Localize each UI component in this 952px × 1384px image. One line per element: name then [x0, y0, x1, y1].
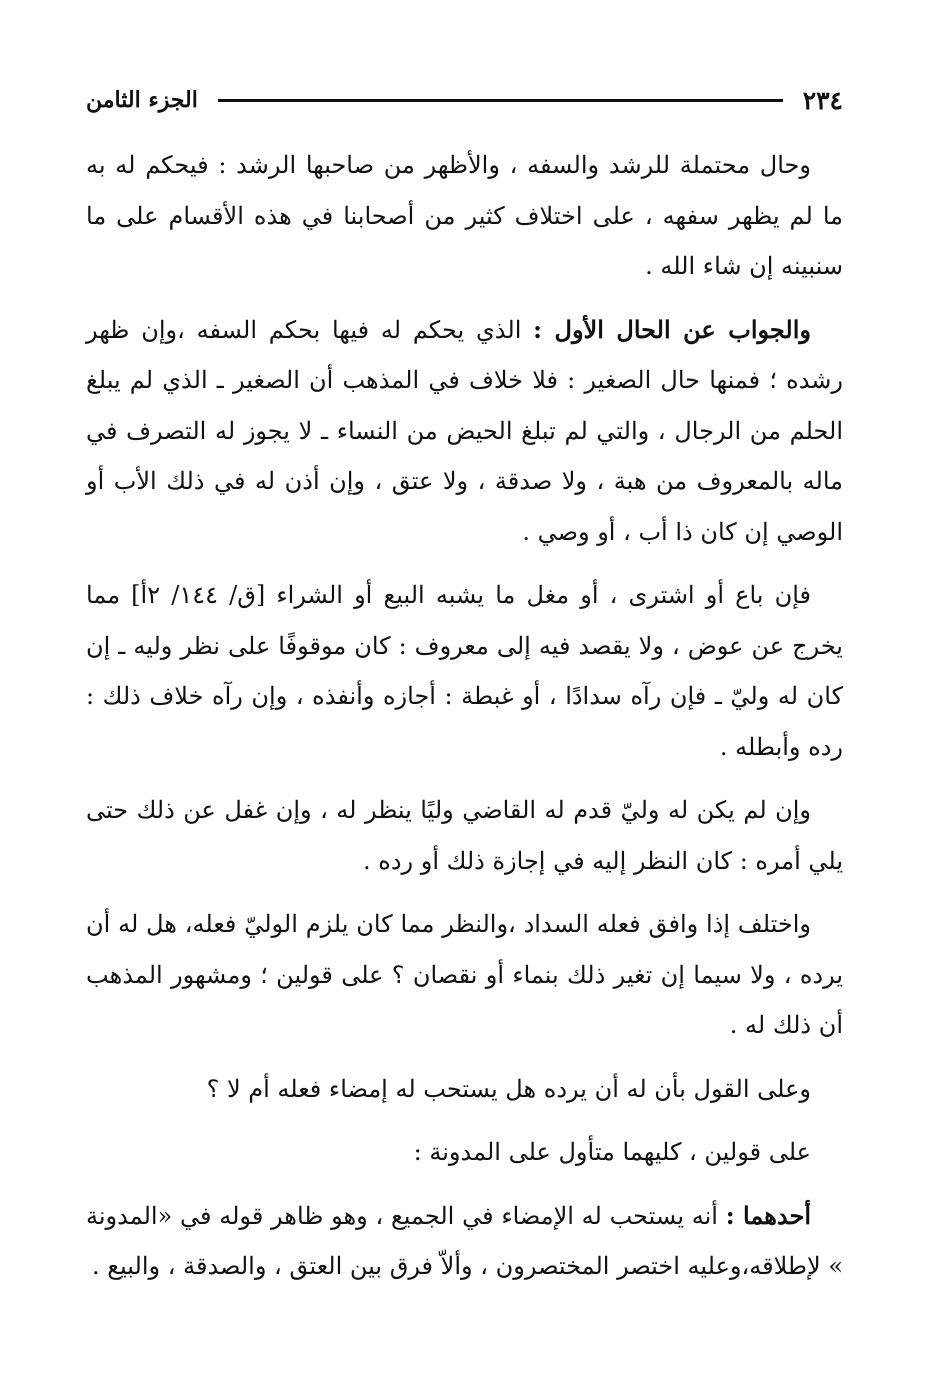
- paragraph-text: على قولين ، كليهما متأول على المدونة :: [413, 1138, 811, 1166]
- paragraph: [86, 1191, 843, 1292]
- paragraph-text: وعلى القول بأن له أن يرده هل يستحب له إمضاء فعله أم لا ؟: [206, 1074, 811, 1103]
- paragraph-text: وحال محتملة للرشد والسفه ، والأظهر من صاحبها الرشد : فيحكم له به ما لم يظهر سفهه ، على اختلاف كثير من أصحابنا في هذه الأقسام على ما سنبينه إن شاء الله .: [86, 151, 843, 280]
- page-number: ٢٣٤: [802, 85, 843, 115]
- paragraph: [86, 570, 843, 772]
- page-header: [86, 80, 843, 120]
- paragraph-text: واختلف إذا وافق فعله السداد ،والنظر مما كان يلزم الوليّ فعله، هل له أن يرده ، ولا سيما إن تغير ذلك بنماء أو نقصان ؟ على قولين ؛ ومشهور المذهب أن ذلك له .: [86, 910, 843, 1039]
- paragraph-text: الذي يحكم له فيها بحكم السفه ،وإن ظهر رشده ؛ فمنها حال الصغير : فلا خلاف في المذهب أن الصغير ـ الذي لم يبلغ الحلم من الرجال ، والتي لم تبلغ الحيض من النساء ـ لا يجوز له التصرف في ماله بالمعروف من هبة ، ولا صدقة ، ولا عتق ، وإن أذن له في ذلك الأب أو الوصي إن كان ذا أب ، أو وصي .: [86, 315, 843, 546]
- paragraph: [86, 1064, 843, 1115]
- paragraph: [86, 1127, 843, 1178]
- running-title: الجزء الثامن: [86, 87, 198, 113]
- paragraph: [86, 785, 843, 886]
- paragraph: [86, 140, 843, 292]
- paragraph-lead: والجواب عن الحال الأول :: [533, 314, 811, 344]
- paragraph: [86, 305, 843, 558]
- paragraph-text: أنه يستحب له الإمضاء في الجميع ، وهو ظاهر قوله في «المدونة » لإطلاقه،وعليه اختصر المختصرون ، وألاّ فرق بين العتق ، والصدقة ، والبيع .: [86, 1201, 843, 1280]
- paragraph-lead: أحدهما :: [725, 1200, 811, 1230]
- body-text: [86, 140, 843, 1292]
- paragraph: [86, 899, 843, 1051]
- header-rule: [218, 99, 783, 102]
- paragraph-text: فإن باع أو اشترى ، أو مغل ما يشبه البيع أو الشراء [ق/ ١٤٤/ ٢أ] مما يخرج عن عوض ، ولا يقصد فيه إلى معروف : كان موقوفًا على نظر وليه ـ إن كان له وليّ ـ فإن رآه سدادًا ، أو غبطة : أجازه وأنفذه ، وإن رآه خلاف ذلك : رده وأبطله .: [86, 581, 843, 761]
- paragraph-text: وإن لم يكن له وليّ قدم له القاضي وليًا ينظر له ، وإن غفل عن ذلك حتى يلي أمره : كان النظر إليه في إجازة ذلك أو رده .: [86, 796, 843, 875]
